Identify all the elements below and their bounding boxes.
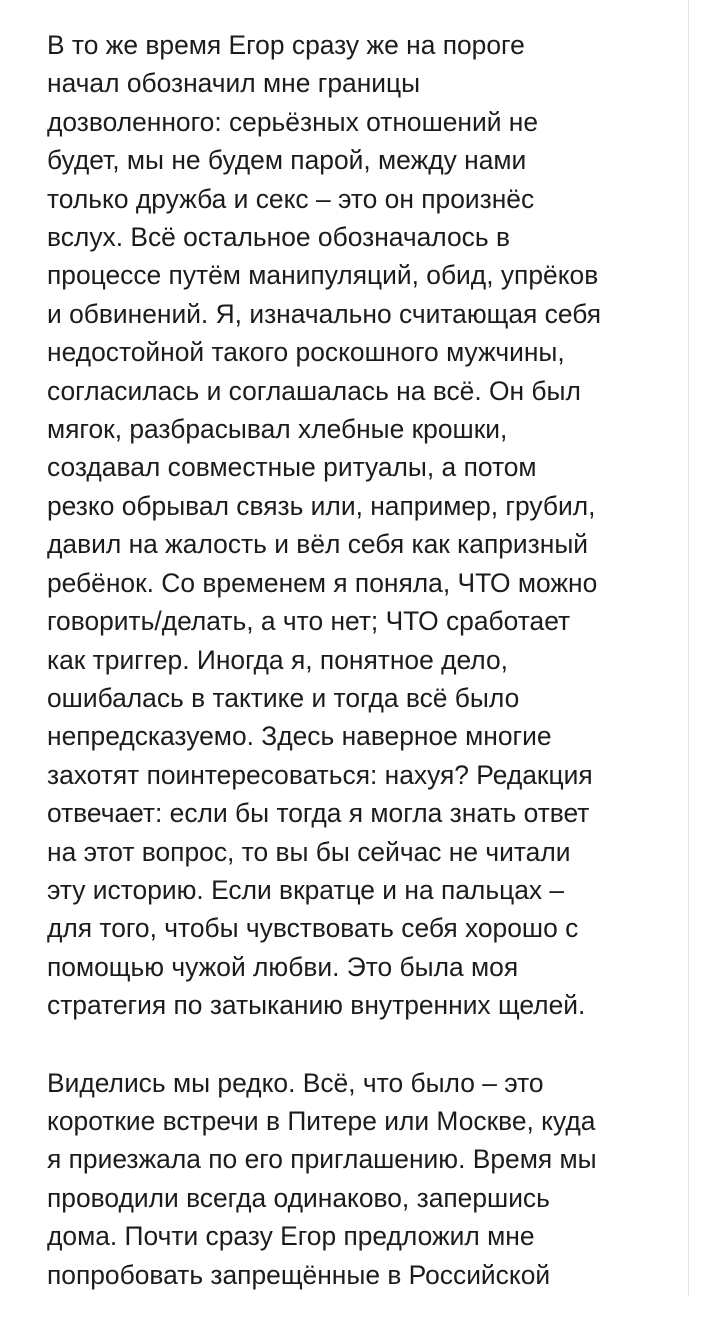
article-paragraph-1: В то же время Егор сразу же на пороге начал обозначил мне границы дозволенного: серьёзных отношений не будет, мы не будем парой, между нами только дружба и секс – это он произнёс вслух. Всё остальное обозначалось в процессе путём манипуляций, обид, упрёков и обвинений. Я, изначально считающая себя недостойной такого роскошного мужчины, согласилась и соглашалась на всё. Он был мягок, разбрасывал хлебные крошки, создавал совместные ритуалы, а потом резко обрывал связь или, например, грубил, давил на жалость и вёл себя как капризный ребёнок. Со временем я поняла, ЧТО можно говорить/делать, а что нет; ЧТО сработает как триггер. Иногда я, понятное дело, ошибалась в тактике и тогда всё было непредсказуемо. Здесь наверное многие захотят поинтересоваться: нахуя? Редакция отвечает: если бы тогда я могла знать ответ на этот вопрос, то вы бы сейчас не читали эту историю. Если вкратце и на пальцах – для того, чтобы чувствовать себя хорошо с помощью чужой любви. Это была моя стратегия по затыканию внутренних щелей. bbox=[47, 30, 602, 1021]
article-paragraph-2: Виделись мы редко. Всё, что было – это короткие встречи в Питере или Москве, куда я приезжала по его приглашению. Время мы проводили всегда одинаково, запершись дома. Почти сразу Егор предложил мне попробовать запрещённые в Российской bbox=[47, 1067, 597, 1290]
article-body bbox=[47, 26, 674, 1333]
